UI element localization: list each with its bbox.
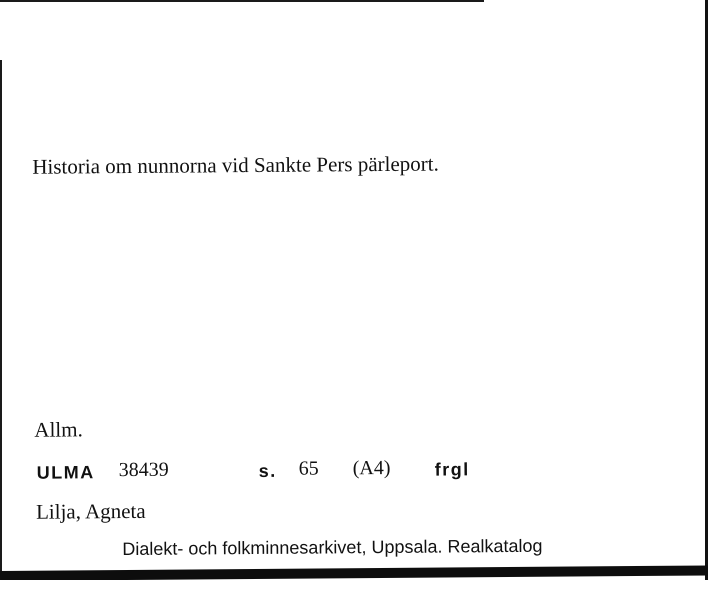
archive-code: ULMA xyxy=(36,462,95,483)
card-footer: Dialekt- och folkminnesarkivet, Uppsala. Realkatalog xyxy=(122,535,543,560)
reference-line xyxy=(37,456,557,488)
card-category: Allm. xyxy=(34,417,83,442)
subject-code: frgl xyxy=(434,459,470,480)
card-author: Lilja, Agneta xyxy=(35,498,146,524)
page-label: s. xyxy=(258,460,277,481)
format-label: (A4) xyxy=(352,456,391,480)
archive-number: 38439 xyxy=(118,458,169,482)
page-count: 65 xyxy=(298,457,319,480)
card-title: Historia om nunnorna vid Sankte Pers pärleport. xyxy=(32,151,439,179)
